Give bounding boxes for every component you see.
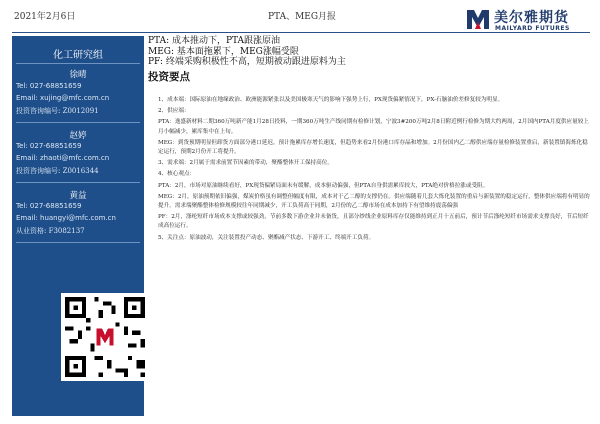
sidebar-divider bbox=[16, 122, 140, 123]
content-paragraph: 3、需求端：2月属于需求前置节因素的带动，聚酯整体开工保持高位。 bbox=[158, 160, 333, 167]
sidebar-divider bbox=[16, 242, 140, 243]
header-divider bbox=[12, 32, 590, 33]
analyst-email[interactable]: Email: huangyi@mfc.com.cn bbox=[16, 214, 116, 222]
sidebar-divider bbox=[16, 182, 140, 183]
analyst-license: 从业资格: F3082137 bbox=[16, 227, 85, 235]
analyst-email[interactable]: Email: xujing@mfc.com.cn bbox=[16, 94, 110, 102]
analyst-tel: Tel: 027-68851659 bbox=[16, 202, 82, 210]
analyst-sidebar bbox=[12, 36, 144, 416]
content-paragraph: 2、供应端： bbox=[158, 108, 190, 115]
report-date: 2021年2月6日 bbox=[14, 12, 76, 22]
analyst-email[interactable]: Email: zhaoti@mfc.com.cn bbox=[16, 154, 110, 162]
analyst-name: 赵婷 bbox=[69, 131, 87, 141]
qr-code[interactable] bbox=[61, 293, 149, 381]
content-paragraph: 1、成本端：国际原油在地缘政治、欧洲能源紧张以及美国极寒天气的影响下强势上行，PX现货偏紧情况下，PX-石脑油价差修复较为明显。 bbox=[158, 97, 504, 103]
analyst-tel: Tel: 027-68851659 bbox=[16, 82, 82, 90]
content-paragraph: PTA：逸盛新材料二期360万吨新产能1月28日投料，一期360万吨生产线同期有检修计划，宁波3#200万吨2月8日附近例行检修为期大约两周，2月国内PTA月度供应量较上月小幅减少，累库集中在上旬。 bbox=[158, 119, 589, 135]
report-title: PTA、MEG月报 bbox=[268, 12, 337, 22]
content-paragraph: MEG：到货预期明显但卸货方面部分港口延迟，预计拖累库存增长速度，但趋势来看2月份港口库存晶和增加。2月份国内乙二醇供应端存量检修装置重启，新装置镇海炼化稳定运行，预期2月份开工将提升。 bbox=[158, 139, 588, 156]
analyst-tel: Tel: 027-68851659 bbox=[16, 142, 82, 150]
key-summary bbox=[148, 36, 592, 68]
analyst-license: 投资咨询编号: Z0016344 bbox=[16, 167, 99, 175]
investment-points bbox=[148, 96, 590, 245]
logo-text-en: MAILYARD FUTURES bbox=[495, 25, 570, 32]
content-paragraph: PTA：2月，市场对原油继续看好，PX现货偏紧局面未有缓解，成本驱动偏强，但PTA自身供需累库较大，PTA绝对价格拉涨或受阻。 bbox=[158, 182, 489, 189]
summary-line: PTA: 成本推动下，PTA跟涨原油 bbox=[148, 36, 281, 46]
qr-code-icon bbox=[61, 293, 149, 381]
summary-line: PF: 终端采购积极性不高，短期被动跟进原料为主 bbox=[148, 57, 346, 67]
analyst-name: 徐晴 bbox=[69, 70, 87, 80]
sidebar-divider bbox=[16, 63, 140, 64]
content-paragraph: 5、关注点：原油波动，关注装置投产动态、聚酯减产状态、下游开工、终端开工负荷。 bbox=[158, 234, 375, 241]
section-title: 投资要点 bbox=[148, 70, 190, 83]
company-logo bbox=[466, 6, 590, 34]
logo-mark-icon bbox=[466, 7, 490, 31]
summary-line: MEG: 基本面拖累下，MEG涨幅受限 bbox=[148, 46, 299, 57]
content-paragraph: PF：2月，涤纶短纤市场成本支撑或较强劲，节前多数下游企业并未备货，且部分纱线企业原料库存仅能维持到正月十五前后，预计节后涤纶短纤市场需求支撑良好，节后短纤成高位运行。 bbox=[158, 214, 589, 230]
page-header bbox=[0, 0, 600, 40]
logo-text-cn: 美尔雅期货 bbox=[494, 10, 569, 26]
analyst-license: 投资咨询编号: Z0012091 bbox=[16, 107, 99, 115]
analyst-name: 黄益 bbox=[69, 191, 87, 201]
content-paragraph: MEG：2月，原油预期依旧偏强，煤炭价格虽有调整但幅度有限，成本对于乙二醇的支撑仍在。供应端随着几套大炼化装置的重启与新装置的稳定运行，整体供应端将有明显的提升。需求端聚酯整体检修规模较往年同期减少，开工负荷高于同期，2月份的乙二醇市场在成本加持下有望维持震荡偏强 bbox=[158, 193, 590, 210]
team-heading: 化工研究组 bbox=[53, 50, 103, 61]
summary-block bbox=[148, 36, 592, 84]
content-paragraph: 4、核心观点： bbox=[158, 171, 196, 178]
